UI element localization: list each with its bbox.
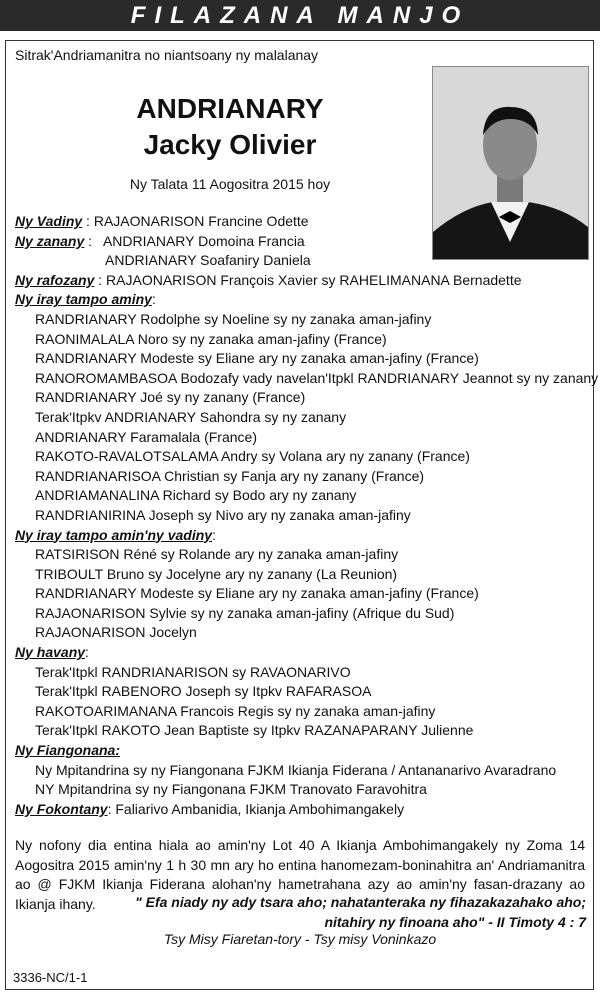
- section-separator: :: [107, 800, 116, 817]
- relative-text: Terak'Itpkl RANDRIANARISON sy RAVAONARIVO: [35, 663, 351, 680]
- relative-text: RANDRIANARY Rodolphe sy Noeline sy ny zanaka aman-jafiny: [35, 310, 432, 327]
- relatives-section-heading: [15, 526, 595, 546]
- relative-entry: [15, 369, 599, 389]
- relative-text: ANDRIANARY Faramalala (France): [35, 428, 257, 445]
- relative-entry: [15, 506, 595, 526]
- relative-text: Faliarivo Ambanidia, Ikianja Ambohimangakely: [115, 800, 405, 817]
- intro-text: Sitrak'Andriamanitra no niantsoany ny malalanay: [15, 47, 319, 63]
- section-label: Ny iray tampo aminy: [15, 291, 152, 308]
- bible-quote-line-2: [26, 912, 586, 932]
- section-separator: :: [151, 291, 156, 308]
- relative-entry: [15, 584, 595, 604]
- section-label: Ny Fiangonana:: [15, 742, 121, 759]
- deceased-given-name: Jacky Olivier: [143, 129, 317, 160]
- relative-text: Terak'Itpkv ANDRIANARY Sahondra sy ny zanany: [35, 408, 347, 425]
- relative-text: NY Mpitandrina sy ny Fiangonana FJKM Tranovato Faravohitra: [35, 781, 427, 798]
- relative-text: Terak'Itpkl RABENORO Joseph sy Itpkv RAFARASOA: [35, 683, 372, 700]
- funeral-details: Ny nofony dia entina hiala ao amin'ny Lot 40 A Ikianja Ambohimangakely ny Zoma 14 Aogositra 2015 amin'ny 1 h 30 mn ary ho entina hanomezam-boninahitra an' Andriamanitra ao @ FJKM Ikianja Fiderana alohan'ny hametrahana azy ao amin'ny fasan-drazany ao Ikianja ihany.: [15, 837, 585, 912]
- relative-text: RANDRIANARY Joé sy ny zanany (France): [35, 389, 306, 406]
- relatives-section-heading: [15, 800, 595, 820]
- section-label: Ny havany: [15, 644, 86, 661]
- relative-entry: [15, 349, 595, 369]
- relative-entry: [15, 663, 595, 683]
- relative-text: RAJAONARISON Jocelyn: [35, 624, 197, 641]
- deceased-surname: ANDRIANARY: [136, 93, 324, 124]
- relative-text: ANDRIAMANALINA Richard sy Bodo ary ny zanany: [35, 487, 357, 504]
- relatives-section-heading: [15, 232, 595, 252]
- relative-text: RAKOTOARIMANANA Francois Regis sy ny zanaka aman-jafiny: [35, 702, 436, 719]
- section-label: Ny Vadiny: [15, 213, 83, 229]
- relative-entry: [15, 761, 595, 781]
- relative-text: RAKOTO-RAVALOTSALAMA Andry sy Volana ary ny zanany (France): [35, 448, 470, 465]
- relatives-section-heading: [15, 212, 595, 232]
- section-separator: :: [85, 644, 89, 661]
- relative-text: ANDRIANARY Soafaniry Daniela: [105, 252, 311, 269]
- relative-text: RAJAONARISON Francine Odette: [93, 213, 309, 229]
- relative-entry: [15, 702, 595, 722]
- relative-text: RANDRIANARY Modeste sy Eliane ary ny zanaka aman-jafiny (France): [35, 350, 479, 367]
- bible-quote-line-1: " Efa niady ny ady tsara aho; nahatanteraka ny fihazakazahako aho;: [135, 894, 586, 910]
- relative-entry: [15, 330, 595, 350]
- relative-entry: [15, 428, 595, 448]
- relative-text: TRIBOULT Bruno sy Jocelyne ary ny zanany (La Reunion): [35, 565, 398, 582]
- relative-entry: [15, 604, 595, 624]
- relative-text: Terak'Itpkl RAKOTO Jean Baptiste sy Itpkv RAZANAPARANY Julienne: [35, 722, 474, 739]
- relative-entry: [15, 388, 595, 408]
- section-separator: :: [94, 271, 107, 288]
- relative-entry: [15, 467, 595, 487]
- death-date: Ny Talata 11 Aogositra 2015 hoy: [129, 176, 331, 192]
- section-label: Ny rafozany: [15, 271, 95, 288]
- section-separator: :: [84, 232, 103, 249]
- relatives-section-heading: [15, 290, 595, 310]
- relative-text: RANOROMAMBASOA Bodozafy vady navelan'Itpkl RANDRIANARY Jeannot sy ny zanany: [35, 369, 599, 386]
- relative-text: RAJAONARISON François Xavier sy RAHELIMANANA Bernadette: [106, 271, 522, 288]
- bible-quote-text: nitahiry ny finoana aho": [324, 914, 485, 930]
- relative-text: RAJAONARISON Sylvie sy ny zanaka aman-jafiny (Afrique du Sud): [35, 604, 455, 621]
- relative-entry: [15, 623, 595, 643]
- relative-entry: [15, 408, 595, 428]
- relatives-section-heading: [15, 741, 595, 761]
- relative-entry: [15, 780, 595, 800]
- relative-entry: [15, 565, 595, 585]
- section-label: Ny iray tampo amin'ny vadiny: [15, 526, 213, 543]
- reference-code: 3336-NC/1-1: [13, 970, 88, 985]
- relative-text: Ny Mpitandrina sy ny Fiangonana FJKM Ikianja Fiderana / Antananarivo Avaradrano: [35, 761, 557, 778]
- relative-entry: [15, 486, 595, 506]
- relatives-section-heading: [15, 643, 595, 663]
- relative-entry: [15, 310, 595, 330]
- relative-entry: [15, 447, 595, 467]
- relative-entry: [15, 545, 595, 565]
- notice-title: FILAZANA MANJO: [130, 2, 470, 29]
- relatives-section-heading: [15, 271, 595, 291]
- relative-text: RAONIMALALA Noro sy ny zanaka aman-jafiny (France): [35, 330, 387, 347]
- footer-note: Tsy Misy Fiaretan-tory - Tsy misy Voninkazo: [163, 931, 437, 947]
- relative-text: RANDRIANIRINA Joseph sy Nivo ary ny zanaka aman-jafiny: [35, 506, 411, 523]
- relatives-list: [15, 212, 599, 819]
- relative-entry: [15, 251, 595, 271]
- section-label: Ny Fokontany: [15, 800, 108, 817]
- relative-entry: [15, 721, 595, 741]
- relative-text: ANDRIANARY Domoina Francia: [102, 232, 305, 249]
- relative-entry: [15, 682, 595, 702]
- section-label: Ny zanany: [15, 232, 85, 249]
- relative-text: RANDRIANARISOA Christian sy Fanja ary ny zanany (France): [35, 467, 425, 484]
- relative-text: RATSIRISON Réné sy Rolande ary ny zanaka aman-jafiny: [35, 546, 399, 563]
- section-separator: :: [212, 526, 216, 543]
- relative-text: RANDRIANARY Modeste sy Eliane ary ny zanaka aman-jafiny (France): [35, 585, 479, 602]
- bible-reference: - II Timoty 4 : 7: [484, 914, 586, 930]
- section-separator: :: [82, 213, 94, 229]
